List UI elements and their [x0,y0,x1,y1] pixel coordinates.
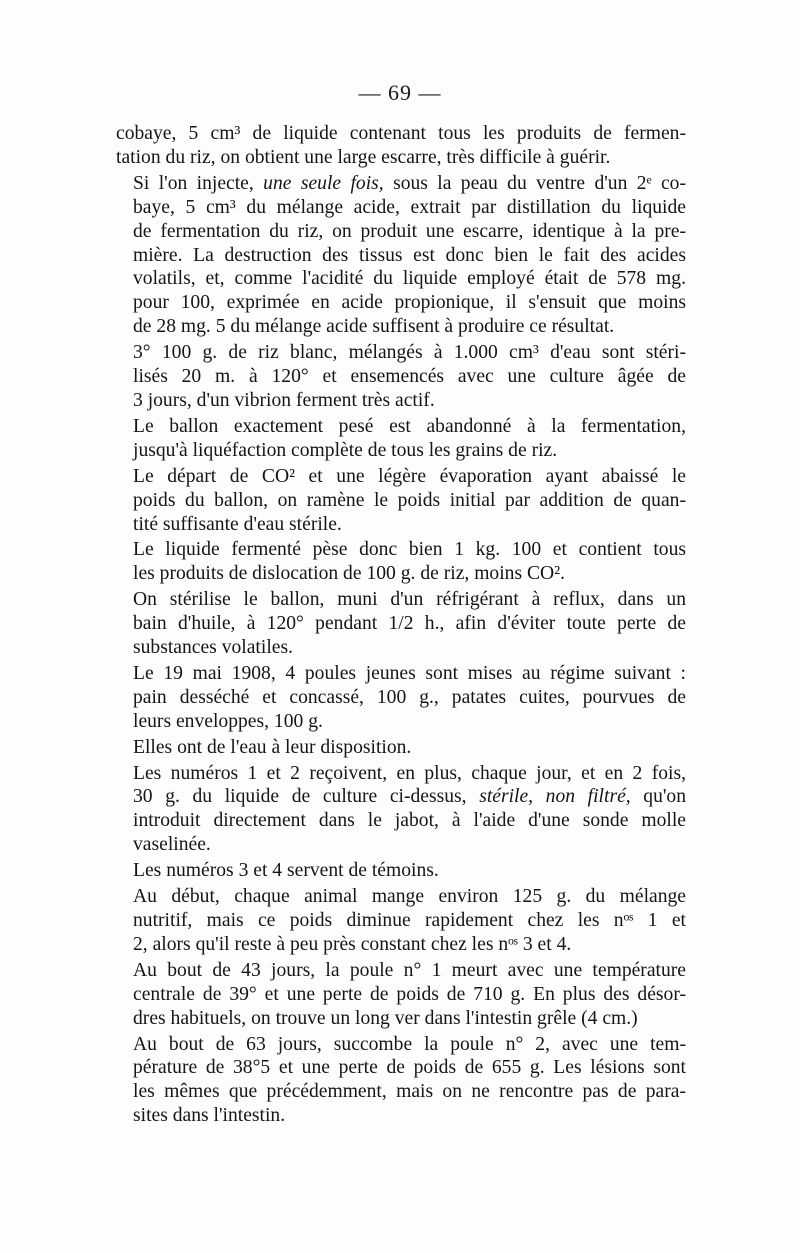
text-line: vaselinée. [133,834,211,856]
text-line: 2, alors qu'il reste à peu près constant chez les nᵒˢ 3 et 4. [133,933,572,955]
text-line: poids du ballon, on ramène le poids initial par addition de quan- [133,489,686,511]
paragraph [116,341,686,413]
text-line: Elles ont de l'eau à leur disposition. [133,736,412,758]
text-line: Le ballon exactement pesé est abandonné à la fermentation, [133,415,686,437]
paragraph [116,538,686,586]
text-line: Le 19 mai 1908, 4 poules jeunes sont mises au régime suivant : [133,662,686,684]
text-line: Au bout de 43 jours, la poule n° 1 meurt avec une température [133,959,686,981]
text-line: mière. La destruction des tissus est donc bien le fait des acides [133,244,686,266]
paragraph [116,762,686,858]
emphasis: stérile, non filtré, [479,786,631,808]
text-line: bain d'huile, à 120° pendant 1/2 h., afin d'éviter toute perte de [133,613,686,635]
text-line: leurs enveloppes, 100 g. [133,710,323,732]
paragraph [116,959,686,1031]
text-line: pérature de 38°5 et une perte de poids de 655 g. Les lésions sont [133,1057,686,1079]
text-line: volatils, et, comme l'acidité du liquide employé était de 578 mg. [133,268,686,290]
text-line: pour 100, exprimée en acide propionique, il s'ensuit que moins [133,292,686,314]
text-line: 30 g. du liquide de culture ci-dessus, stérile, non filtré, qu'on [133,786,686,808]
text-line: substances volatiles. [133,637,293,659]
text-line: baye, 5 cm³ du mélange acide, extrait par distillation du liquide [133,196,686,218]
text-line: pain desséché et concassé, 100 g., patates cuites, pourvues de [133,686,686,708]
emphasis: une seule fois, [263,172,384,194]
paragraph [116,122,686,170]
paragraph [116,1033,686,1129]
text-line: les mêmes que précédemment, mais on ne rencontre pas de para- [133,1081,686,1103]
text-line: Les numéros 3 et 4 servent de témoins. [133,860,439,882]
text-line: les produits de dislocation de 100 g. de riz, moins CO². [133,563,565,585]
paragraph [116,859,686,883]
text-line: introduit directement dans le jabot, à l'aide d'une sonde molle [133,810,686,832]
paragraph [116,588,686,660]
paragraph [116,465,686,537]
text-line: Au bout de 63 jours, succombe la poule n° 2, avec une tem- [133,1033,686,1055]
text-line: centrale de 39° et une perte de poids de 710 g. En plus des désor- [133,983,686,1005]
text-line: tation du riz, on obtient une large escarre, très difficile à guérir. [116,146,611,168]
paragraph [116,885,686,957]
text-line: de fermentation du riz, on produit une escarre, identique à la pre- [133,220,686,242]
paragraph [116,662,686,734]
text-line: Les numéros 1 et 2 reçoivent, en plus, chaque jour, et en 2 fois, [133,762,686,784]
text-line: cobaye, 5 cm³ de liquide contenant tous les produits de fermen- [116,123,686,144]
text-line: lisés 20 m. à 120° et ensemencés avec une culture âgée de [133,366,686,388]
text-line: jusqu'à liquéfaction complète de tous les grains de riz. [133,439,558,461]
text-line: Le départ de CO² et une légère évaporation ayant abaissé le [133,465,686,487]
text-line: nutritif, mais ce poids diminue rapidement chez les nᵒˢ 1 et [133,910,686,931]
text-line: dres habituels, on trouve un long ver dans l'intestin grêle (4 cm.) [133,1007,638,1029]
text-line: tité suffisante d'eau stérile. [133,513,342,535]
text-line: 3 jours, d'un vibrion ferment très actif. [133,389,435,411]
text-line: Au début, chaque animal mange environ 125 g. du mélange [133,886,686,908]
paragraph [116,415,686,463]
text-line: On stérilise le ballon, muni d'un réfrigérant à reflux, dans un [133,589,686,611]
text-line: Si l'on injecte, une seule fois, sous la peau du ventre d'un 2ᵉ co- [133,172,686,194]
text-line: de 28 mg. 5 du mélange acide suffisent à produire ce résultat. [133,316,615,338]
text-line: sites dans l'intestin. [133,1105,286,1127]
text-line: 3° 100 g. de riz blanc, mélangés à 1.000 cm³ d'eau sont stéri- [133,342,686,364]
body-text [116,122,686,1130]
paragraph [116,172,686,339]
page-number: — 69 — [358,80,442,105]
text-line: Le liquide fermenté pèse donc bien 1 kg. 100 et contient tous [133,539,686,561]
paragraph [116,736,686,760]
